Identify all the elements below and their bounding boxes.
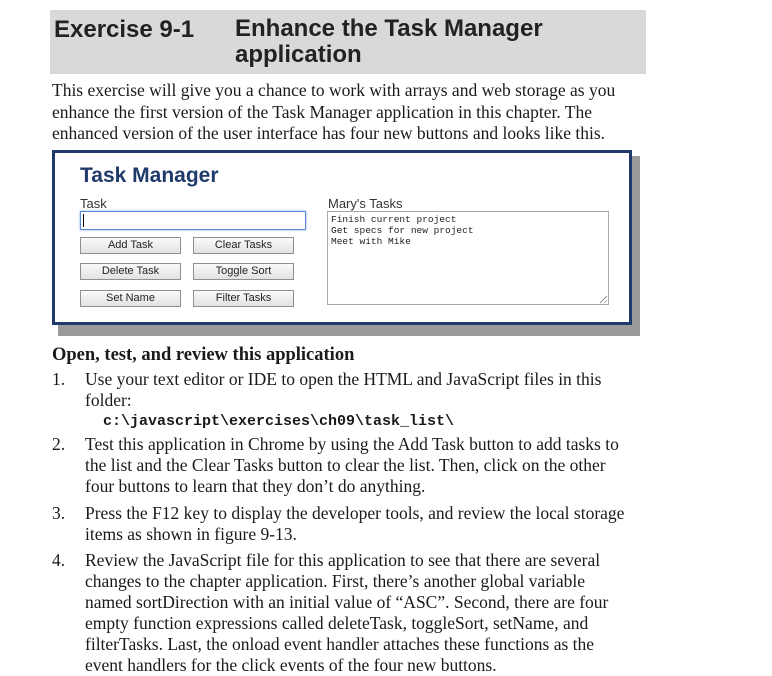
exercise-number: Exercise 9-1 — [54, 16, 195, 43]
step-number: 1. — [52, 369, 66, 389]
task-list-item: Meet with Mike — [331, 236, 411, 247]
task-input[interactable] — [80, 211, 306, 230]
step-text: Review the JavaScript file for this application to see that there are several changes to the chapter application. First, there’s another global variable named sortDirection with an initial value of “ASC”. Second, there are four empty function expressions called deleteTask, toggleSort, setName, and filterTasks. Last, the onload event handler attaches these functions as the event handlers for the click events of the four new buttons. — [85, 550, 609, 675]
exercise-header — [50, 10, 646, 74]
section-heading: Open, test, and review this application — [52, 345, 355, 365]
clear-tasks-button[interactable]: Clear Tasks — [193, 237, 294, 254]
exercise-title: Enhance the Task Manager application — [235, 15, 543, 68]
step-text: Test this application in Chrome by using the Add Task button to add tasks to the list and the Clear Tasks button to clear the list. Then, click on the other four buttons to learn that they don’t do anything. — [85, 434, 619, 496]
text-caret — [83, 214, 84, 227]
task-list-item: Finish current project — [331, 214, 457, 225]
task-list-textarea[interactable] — [327, 211, 609, 305]
task-list-item: Get specs for new project — [331, 225, 474, 236]
delete-task-button[interactable]: Delete Task — [80, 263, 181, 280]
intro-paragraph: This exercise will give you a chance to work with arrays and web storage as you enhance the first version of the Task Manager application in this chapter. The enhanced version of the user interface has four new buttons and looks like this. — [52, 80, 616, 143]
add-task-button[interactable]: Add Task — [80, 237, 181, 254]
step-text: Use your text editor or IDE to open the HTML and JavaScript files in this folder: — [85, 369, 602, 410]
task-list-label: Mary's Tasks — [328, 196, 403, 211]
folder-path-code: c:\javascript\exercises\ch09\task_list\ — [103, 413, 455, 430]
step-number: 3. — [52, 503, 66, 523]
step-text: Press the F12 key to display the developer tools, and review the local storage items as shown in figure 9-13. — [85, 503, 625, 544]
task-label: Task — [80, 196, 107, 211]
app-title: Task Manager — [80, 164, 219, 187]
toggle-sort-button[interactable]: Toggle Sort — [193, 263, 294, 280]
step-number: 2. — [52, 434, 66, 454]
resize-grip-icon[interactable] — [600, 296, 607, 303]
filter-tasks-button[interactable]: Filter Tasks — [193, 290, 294, 307]
app-screenshot-figure — [52, 150, 632, 325]
step-number: 4. — [52, 550, 66, 570]
set-name-button[interactable]: Set Name — [80, 290, 181, 307]
